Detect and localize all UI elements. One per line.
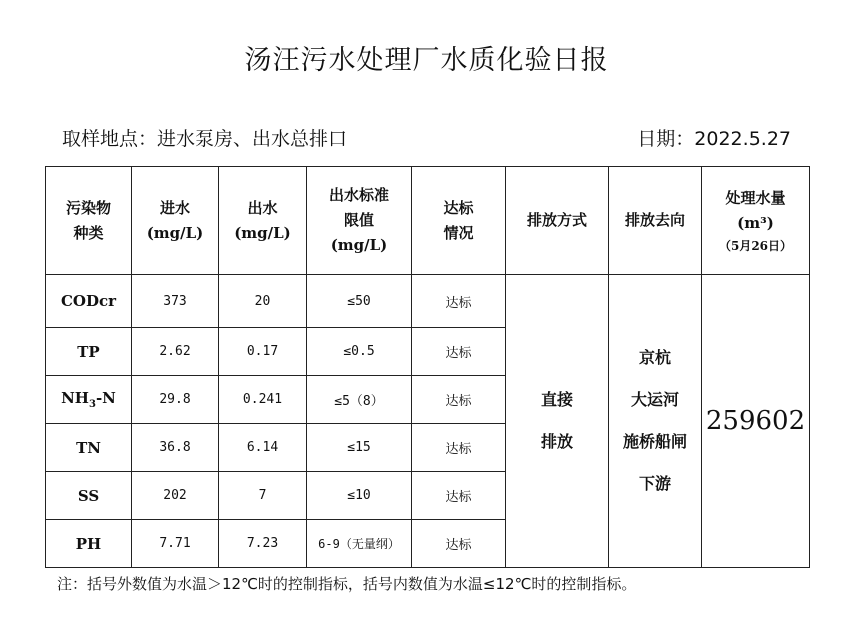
header-volume-unit: (m³) xyxy=(737,213,774,232)
effluent-value: 0.17 xyxy=(219,328,307,376)
compliance-status: 达标 xyxy=(412,328,506,376)
header-influent-unit: (mg/L) xyxy=(146,223,204,242)
header-volume xyxy=(702,167,810,275)
compliance-status: 达标 xyxy=(412,275,506,328)
report-date: 日期：2022.5.27 xyxy=(637,128,791,150)
pollutant-name xyxy=(46,376,132,424)
header-compliance xyxy=(412,167,506,275)
discharge-destination-line2: 大运河 xyxy=(630,390,679,409)
effluent-value: 0.241 xyxy=(219,376,307,424)
discharge-destination-cell xyxy=(609,275,702,568)
compliance-status: 达标 xyxy=(412,424,506,472)
header-discharge-destination: 排放去向 xyxy=(609,167,702,275)
influent-value: 36.8 xyxy=(132,424,219,472)
discharge-destination-line3: 施桥船闸 xyxy=(622,432,687,451)
effluent-value: 7 xyxy=(219,472,307,520)
discharge-destination-line4: 下游 xyxy=(638,474,671,493)
pollutant-name-main: NH xyxy=(61,389,89,407)
sampling-location: 取样地点：进水泵房、出水总排口 xyxy=(62,128,348,150)
report-title: 汤汪污水处理厂水质化验日报 xyxy=(244,45,609,76)
effluent-value: 6.14 xyxy=(219,424,307,472)
standard-limit: ≤0.5 xyxy=(307,328,412,376)
discharge-method-line1: 直接 xyxy=(540,390,573,409)
influent-value: 2.62 xyxy=(132,328,219,376)
pollutant-name: TN xyxy=(46,424,132,472)
pollutant-name: PH xyxy=(46,520,132,568)
standard-limit: ≤10 xyxy=(307,472,412,520)
pollutant-name: TP xyxy=(46,328,132,376)
standard-limit: 6-9（无量纲） xyxy=(307,520,412,568)
header-standard-line2: 限值 xyxy=(343,211,374,229)
header-standard-line1: 出水标准 xyxy=(328,186,389,204)
standard-limit: ≤50 xyxy=(307,275,412,328)
header-standard xyxy=(307,167,412,275)
header-volume-line1: 处理水量 xyxy=(725,188,786,207)
table-header-row xyxy=(46,167,810,275)
influent-value: 29.8 xyxy=(132,376,219,424)
pollutant-name: SS xyxy=(46,472,132,520)
header-influent xyxy=(132,167,219,275)
discharge-destination-line1: 京杭 xyxy=(638,348,671,367)
influent-value: 7.71 xyxy=(132,520,219,568)
influent-value: 373 xyxy=(132,275,219,328)
header-effluent-line1: 出水 xyxy=(247,198,278,217)
discharge-method-cell xyxy=(506,275,609,568)
header-compliance-line1: 达标 xyxy=(443,198,474,217)
pollutant-name-tail: -N xyxy=(95,389,116,407)
header-effluent-unit: (mg/L) xyxy=(234,223,291,242)
standard-limit: ≤5（8） xyxy=(307,376,412,424)
footnote: 注：括号外数值为水温＞12℃时的控制指标，括号内数值为水温≤12℃时的控制指标。 xyxy=(57,575,637,593)
effluent-value: 7.23 xyxy=(219,520,307,568)
compliance-status: 达标 xyxy=(412,520,506,568)
standard-limit: ≤15 xyxy=(307,424,412,472)
header-compliance-line2: 情况 xyxy=(443,223,474,242)
compliance-status: 达标 xyxy=(412,376,506,424)
table-row xyxy=(46,275,810,328)
discharge-method-line2: 排放 xyxy=(540,432,573,451)
header-pollutant-line1: 污染物 xyxy=(65,198,111,217)
effluent-value: 20 xyxy=(219,275,307,328)
treated-volume-value: 259602 xyxy=(702,275,810,568)
header-standard-unit: (mg/L) xyxy=(330,236,388,254)
compliance-status: 达标 xyxy=(412,472,506,520)
header-volume-date: （5月26日） xyxy=(718,238,793,253)
header-pollutant-line2: 种类 xyxy=(73,223,104,242)
pollutant-name-subscript: 3 xyxy=(88,399,96,410)
pollutant-name: CODcr xyxy=(46,275,132,328)
influent-value: 202 xyxy=(132,472,219,520)
water-quality-table xyxy=(45,166,810,568)
header-effluent xyxy=(219,167,307,275)
header-influent-line1: 进水 xyxy=(159,198,190,217)
header-discharge-method: 排放方式 xyxy=(506,167,609,275)
header-pollutant xyxy=(46,167,132,275)
